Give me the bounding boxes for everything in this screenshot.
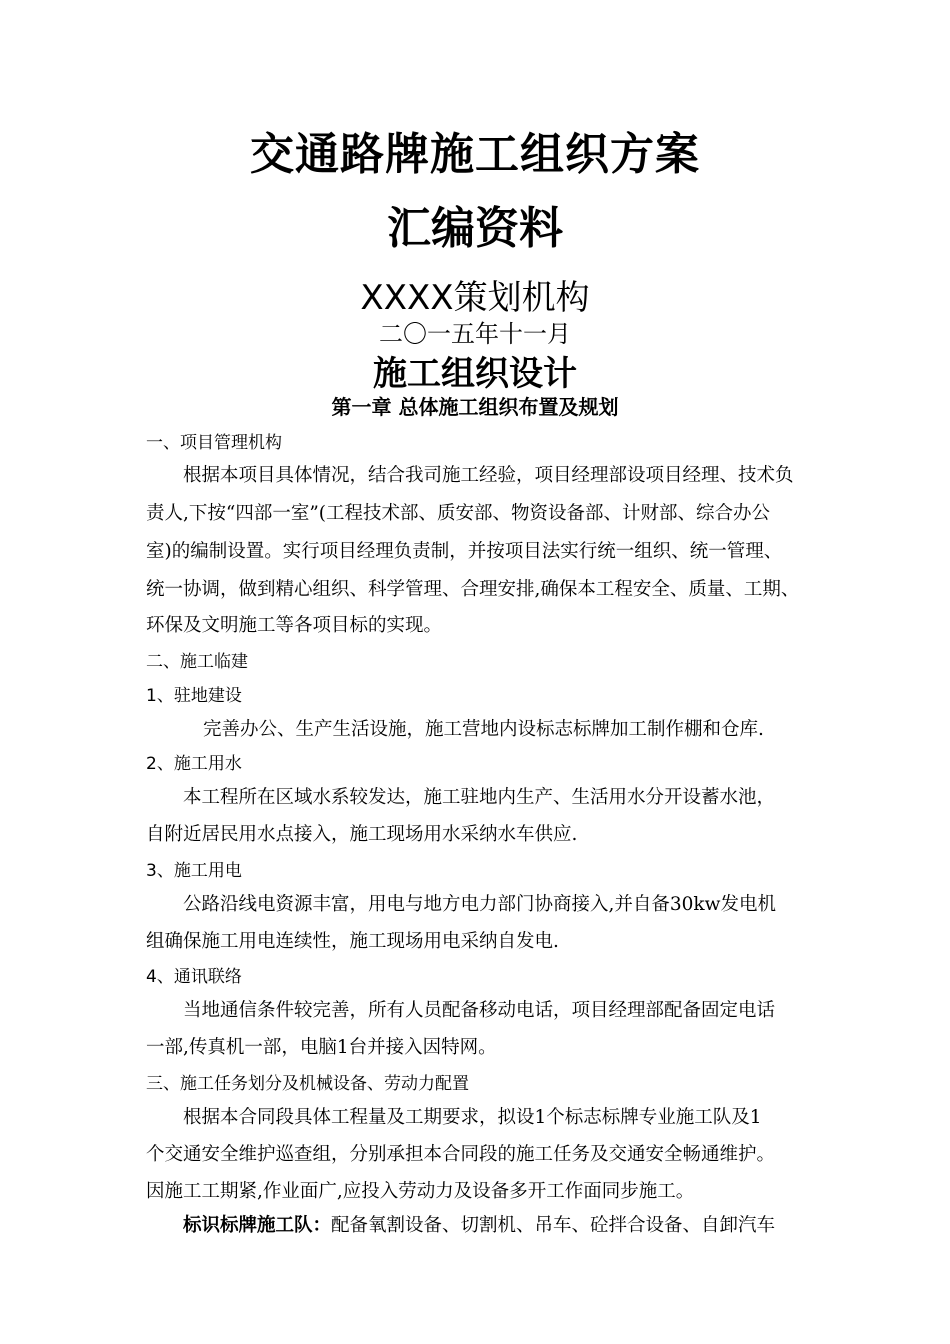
lead-label: 标识标牌施工队： [183, 1215, 332, 1236]
document-title-line2: 汇编资料 [387, 203, 563, 254]
subsection-heading: 4、通讯联络 [146, 967, 242, 987]
paragraph-line-with-lead [183, 1211, 775, 1237]
paragraph-line: 因施工工期紧,作业面广,应投入劳动力及设备多开工作面同步施工。 [146, 1181, 695, 1202]
paragraph-line: 室)的编制设置。实行项目经理负责制，并按项目法实行统一组织、统一管理、 [146, 541, 783, 562]
paragraph-line: 环保及文明施工等各项目标的实现。 [146, 615, 443, 636]
paragraph-line: 自附近居民用水点接入，施工现场用水采纳水车供应. [146, 824, 578, 845]
subsection-heading: 3、施工用电 [146, 861, 242, 881]
document-date: 二〇一五年十一月 [379, 320, 571, 348]
lead-text: 配备氧割设备、切割机、吊车、砼拌合设备、自卸汽车 [331, 1215, 776, 1236]
paragraph-line: 本工程所在区域水系较发达，施工驻地内生产、生活用水分开设蓄水池， [183, 787, 776, 808]
organization-name: XXXX策划机构 [360, 278, 590, 318]
subsection-heading: 1、驻地建设 [146, 686, 242, 706]
paragraph-line: 根据本合同段具体工程量及工期要求，拟设1个标志标牌专业施工队及1 [183, 1107, 762, 1128]
paragraph-line: 个交通安全维护巡查组，分别承担本合同段的施工任务及交通安全畅通维护。 [146, 1144, 776, 1165]
paragraph-line: 当地通信条件较完善，所有人员配备移动电话，项目经理部配备固定电话 [183, 1000, 776, 1021]
section-heading-3: 三、施工任务划分及机械设备、劳动力配置 [146, 1074, 469, 1094]
subsection-heading: 2、施工用水 [146, 754, 242, 774]
chapter-title: 第一章 总体施工组织布置及规划 [331, 395, 619, 419]
paragraph-line: 组确保施工用电连续性，施工现场用电采纳自发电. [146, 931, 559, 952]
paragraph-line: 一部,传真机一部，电脑1台并接入因特网。 [146, 1037, 497, 1058]
paragraph-line: 统一协调，做到精心组织、科学管理、合理安排,确保本工程安全、质量、工期、 [146, 579, 800, 600]
paragraph-line: 公路沿线电资源丰富，用电与地方电力部门协商接入,并自备30kw发电机 [183, 894, 776, 915]
paragraph-line: 完善办公、生产生活设施，施工营地内设标志标牌加工制作棚和仓库. [203, 719, 764, 740]
section-heading-2: 二、施工临建 [146, 652, 248, 672]
section-heading-1: 一、项目管理机构 [146, 433, 282, 453]
document-title-line1: 交通路牌施工组织方案 [250, 129, 700, 180]
paragraph-line: 责人,下按“四部一室”(工程技术部、质安部、物资设备部、计财部、综合办公 [146, 503, 771, 524]
design-title: 施工组织设计 [373, 354, 577, 394]
paragraph-line: 根据本项目具体情况，结合我司施工经验，项目经理部设项目经理、技术负 [183, 465, 794, 486]
